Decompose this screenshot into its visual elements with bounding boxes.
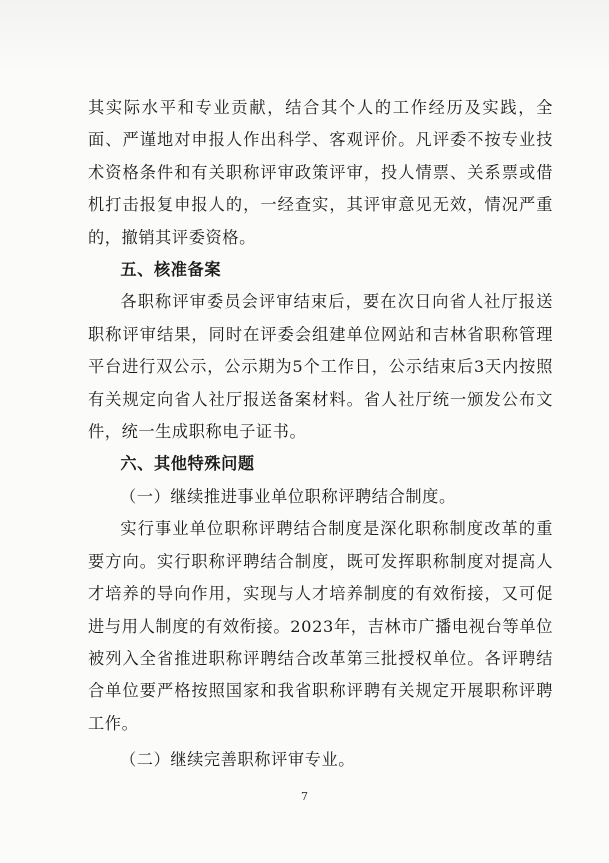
page-number: 7 xyxy=(301,790,308,803)
section-heading-other-issues: 六、其他特殊问题 xyxy=(120,454,255,474)
scan-shadow xyxy=(0,0,609,70)
paragraph-approval-filing: 各职称评审委员会评审结束后，要在次日向省人社厅报送职称评审结果，同时在评委会组建单位网站和吉林省职称管理平台进行双公示，公示期为5个工作日，公示结束后3天内按照有关规定向省人社厅报送备案材料。省人社厅统一颁发公布文件，统一生成职称电子证书。 xyxy=(88,292,553,442)
paragraph-evaluation-employment: 实行事业单位职称评聘结合制度是深化职称制度改革的重要方向。实行职称评聘结合制度，既可发挥职称制度对提高人才培养的导向作用，实现与人才培养制度的有效衔接，又可促进与用人制度的有效衔接。2023年，吉林市广播电视台等单位被列入全省推进职称评聘结合改革第三批授权单位。各评聘结合单位要严格按照国家和我省职称评聘有关规定开展职称评聘工作。 xyxy=(88,519,553,733)
subheading-evaluation-employment: （一）继续推进事业单位职称评聘结合制度。 xyxy=(120,486,456,506)
paragraph-continued: 其实际水平和专业贡献，结合其个人的工作经历及实践，全面、严谨地对申报人作出科学、客观评价。凡评委不按专业技术资格条件和有关职称评审政策评审，投人情票、关系票或借机打击报复申报人的，一经查实，其评审意见无效，情况严重的，撤销其评委资格。 xyxy=(88,98,553,247)
document-body xyxy=(88,92,553,777)
subheading-evaluation-specialties: （二）继续完善职称评审专业。 xyxy=(120,750,356,770)
section-heading-approval-filing: 五、核准备案 xyxy=(120,260,222,280)
